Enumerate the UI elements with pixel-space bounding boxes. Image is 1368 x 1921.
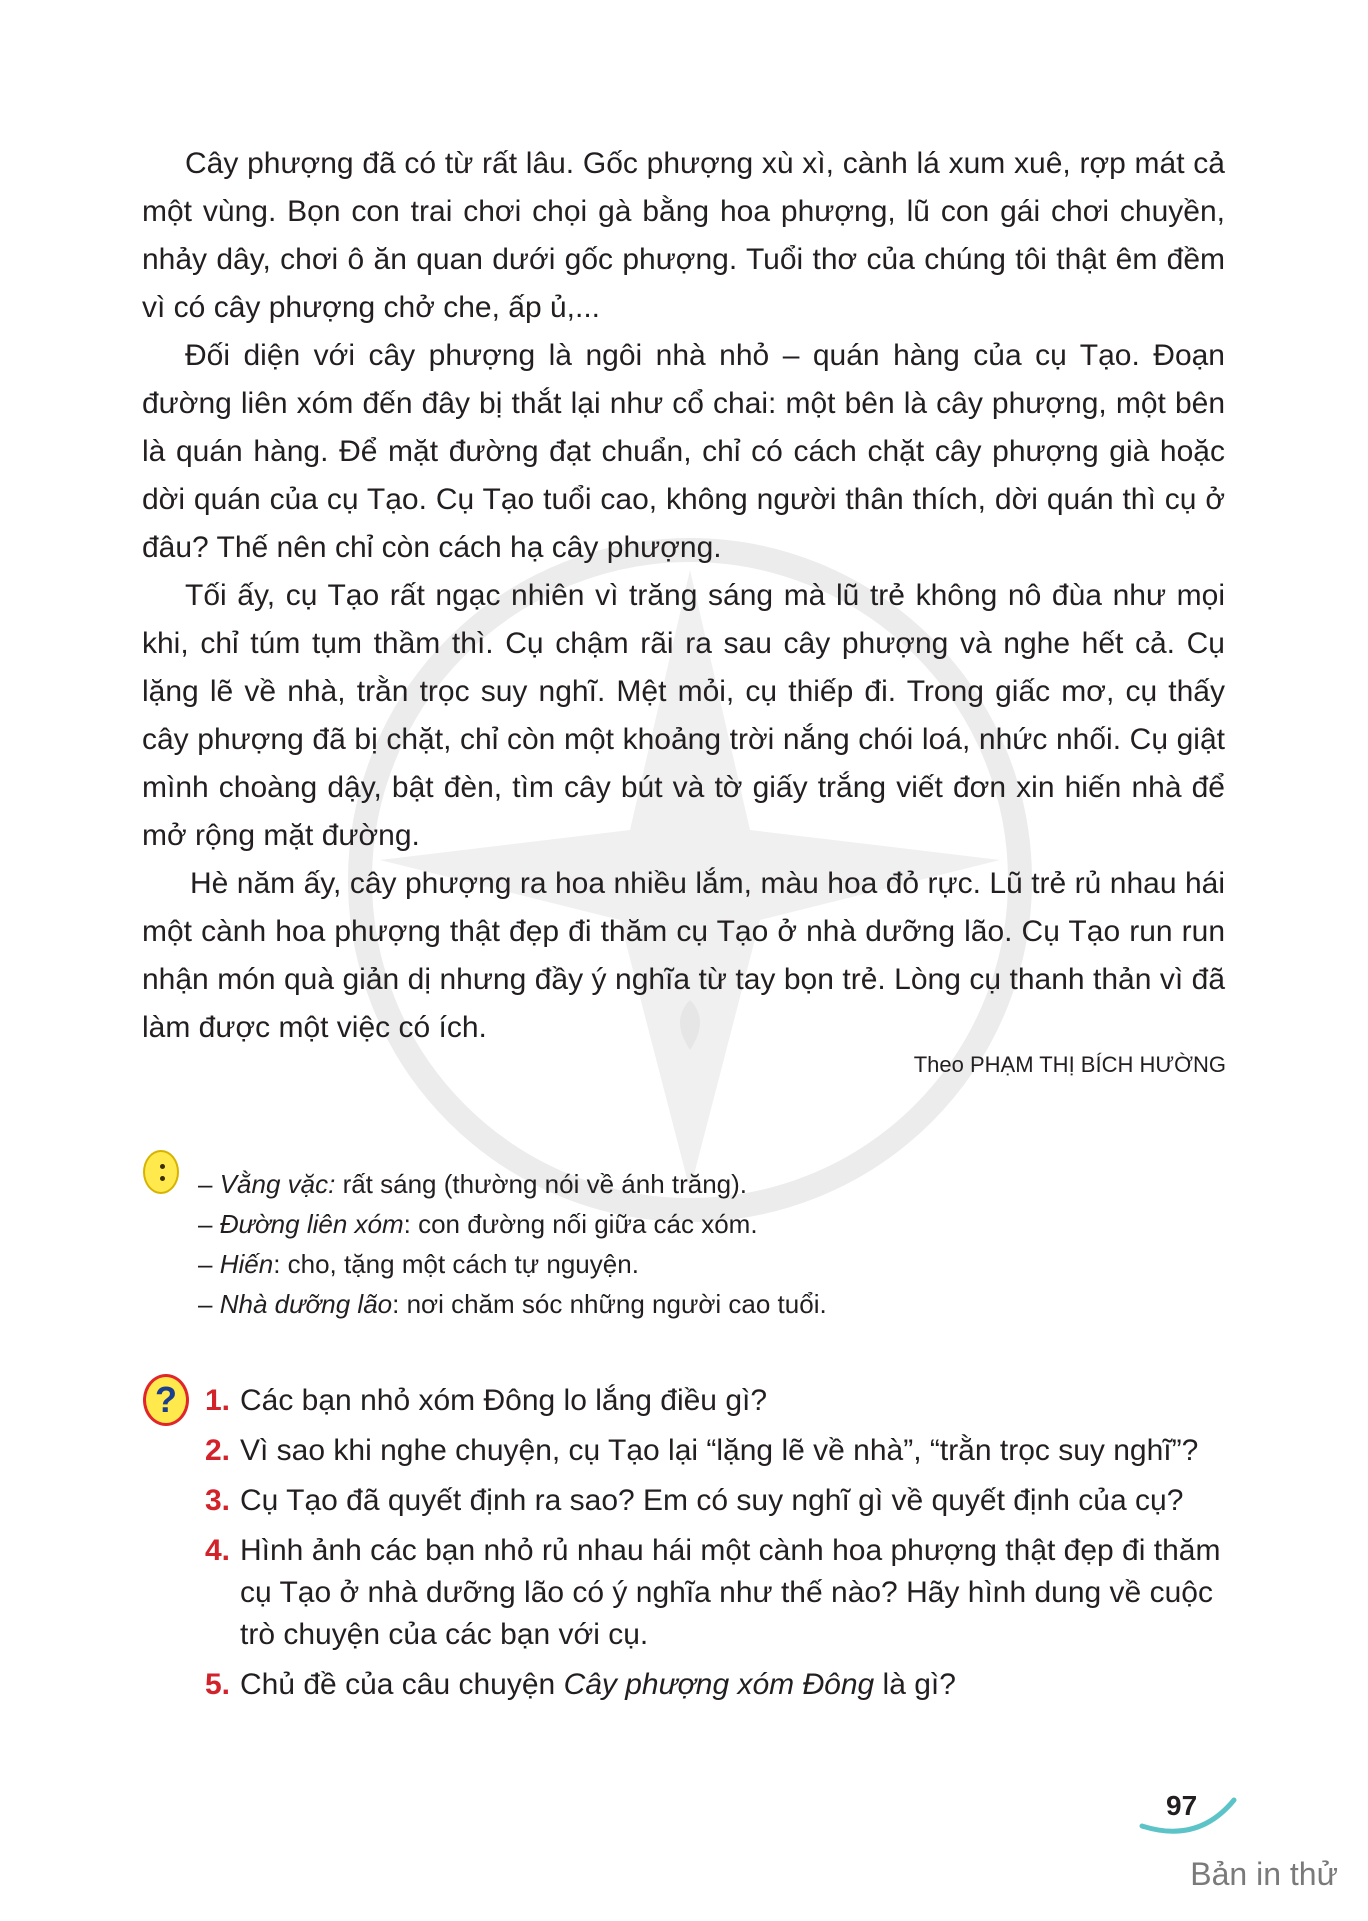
smiley-note-icon [143,1150,179,1194]
story-paragraph-3: Tối ấy, cụ Tạo rất ngạc nhiên vì trăng sáng mà lũ trẻ không nô đùa như mọi khi, chỉ túm tụm thầm thì. Cụ chậm rãi ra sau cây phượng và nghe hết cả. Cụ lặng lẽ về nhà, trằn trọc suy nghĩ. Mệt mỏi, cụ thiếp đi. Trong giấc mơ, cụ thấy cây phượng đã bị chặt, chỉ còn một khoảng trời nắng chói loá, nhức nhối. Cụ giật mình choàng dậy, bật đèn, tìm cây bút và tờ giấy trắng viết đơn xin hiến nhà để mở rộng mặt đường. [142,579,1225,852]
page-number: 97 [1166,1790,1198,1821]
glossary-item: – Đường liên xóm: con đường nối giữa các xóm. [198,1209,758,1239]
question-mark-icon: ? [143,1374,189,1426]
glossary-item: – Nhà dưỡng lão: nơi chăm sóc những người cao tuổi. [198,1289,827,1319]
story-paragraph-1: Cây phượng đã có từ rất lâu. Gốc phượng xù xì, cành lá xum xuê, rợp mát cả một vùng. Bọn con trai chơi chọi gà bằng hoa phượng, lũ con gái chơi chuyền, nhảy dây, chơi ô ăn quan dưới gốc phượng. Tuổi thơ của chúng tôi thật êm đềm vì có cây phượng chở che, ấp ủ,... [142,147,1225,324]
glossary [198,1164,1098,1324]
question-item: 2. Vì sao khi nghe chuyện, cụ Tạo lại “lặng lẽ về nhà”, “trằn trọc suy nghĩ”? [205,1434,1199,1467]
draft-label: Bản in thử [1190,1856,1338,1892]
glossary-item: – Vằng vặc: rất sáng (thường nói về ánh trăng). [198,1169,748,1199]
question-item: 3. Cụ Tạo đã quyết định ra sao? Em có suy nghĩ gì về quyết định của cụ? [205,1484,1184,1517]
story-paragraph-2: Đối diện với cây phượng là ngôi nhà nhỏ – quán hàng của cụ Tạo. Đoạn đường liên xóm đến đây bị thắt lại như cổ chai: một bên là cây phượng, một bên là quán hàng. Để mặt đường đạt chuẩn, chỉ có cách chặt cây phượng già hoặc dời quán của cụ Tạo. Cụ Tạo tuổi cao, không người thân thích, dời quán thì cụ ở đâu? Thế nên chỉ còn cách hạ cây phượng. [142,339,1225,564]
question-item: 4. Hình ảnh các bạn nhỏ rủ nhau hái một cành hoa phượng thật đẹp đi thăm cụ Tạo ở nhà dưỡng lão có ý nghĩa như thế nào? Hãy hình dung về cuộc trò chuyện của các bạn với cụ. [205,1534,1221,1651]
question-item: 1. Các bạn nhỏ xóm Đông lo lắng điều gì? [205,1384,768,1417]
story-text [142,140,1225,1052]
question-item: 5. Chủ đề của câu chuyện Cây phượng xóm Đông là gì? [205,1668,956,1701]
glossary-item: – Hiến: cho, tặng một cách tự nguyện. [198,1249,639,1279]
story-source: Theo PHẠM THỊ BÍCH HƯỜNG [913,1052,1226,1077]
questions-list [205,1380,1227,1714]
story-paragraph-4: Hè năm ấy, cây phượng ra hoa nhiều lắm, màu hoa đỏ rực. Lũ trẻ rủ nhau hái một cành hoa phượng thật đẹp đi thăm cụ Tạo ở nhà dưỡng lão. Cụ Tạo run run nhận món quà giản dị nhưng đầy ý nghĩa từ tay bọn trẻ. Lòng cụ thanh thản vì đã làm được một việc có ích. [142,867,1225,1044]
